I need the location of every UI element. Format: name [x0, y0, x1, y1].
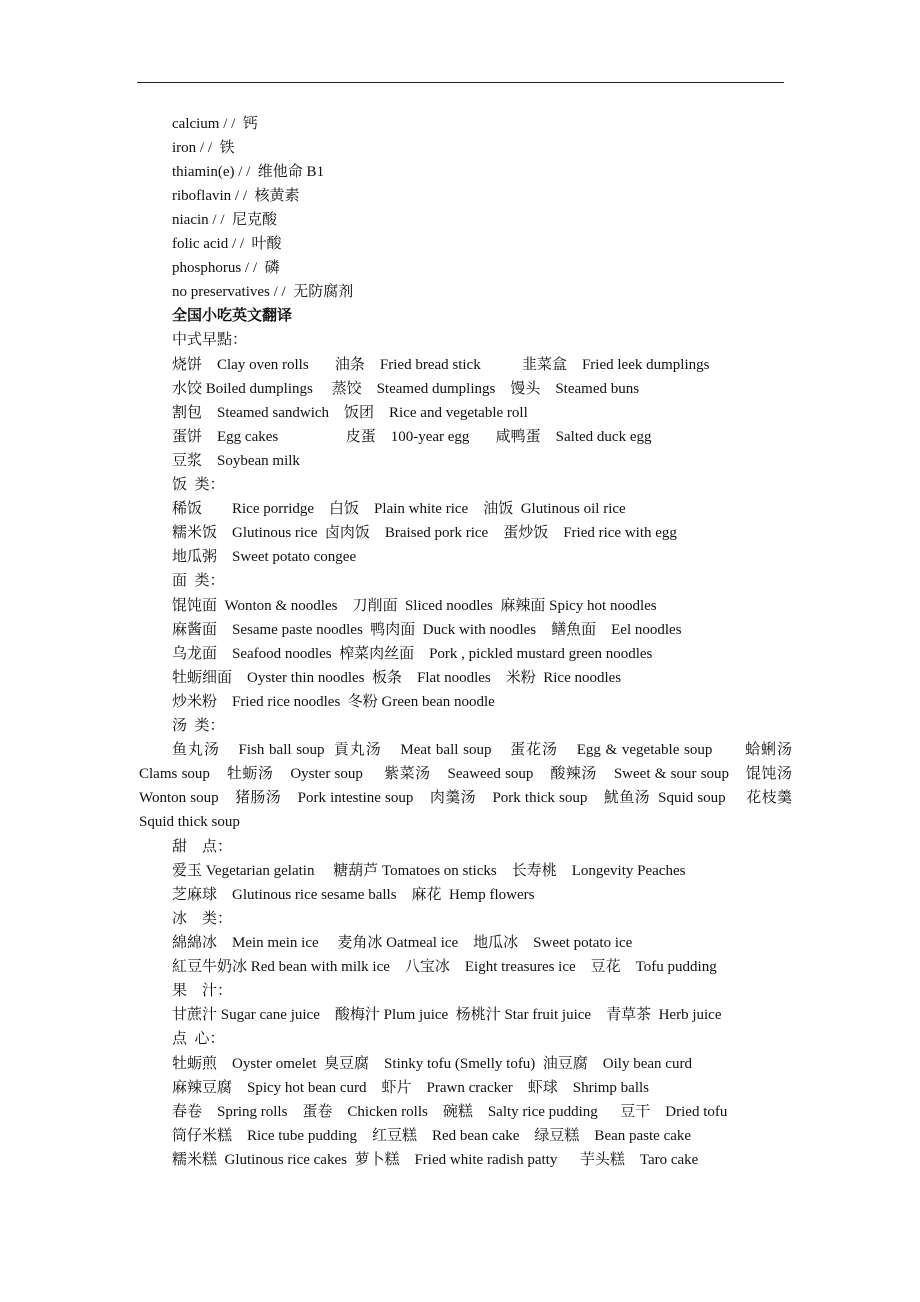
text-line: 爱玉 Vegetarian gelatin 糖葫芦 Tomatoes on sticks 长寿桃 Longevity Peaches [172, 863, 686, 879]
category-heading: 面 类： [172, 573, 225, 589]
text-line: 筒仔米糕 Rice tube pudding 红豆糕 Red bean cake 绿豆糕 Bean paste cake [172, 1128, 692, 1144]
text-line: 牡蛎煎 Oyster omelet 臭豆腐 Stinky tofu (Smelly tofu) 油豆腐 Oily bean curd [172, 1056, 692, 1072]
text-line: 馄饨面 Wonton & noodles 刀削面 Sliced noodles 麻辣面 Spicy hot noodles [172, 598, 657, 614]
category-heading: 冰 类： [172, 911, 233, 927]
text-paragraph: 鱼丸汤 Fish ball soup 貢丸汤 Meat ball soup 蛋花汤 Egg & vegetable soup 蛤蜊汤 Clams soup 牡蛎汤 Oyster soup 紫菜汤 Seaweed soup 酸辣汤 Sweet & sour soup 馄饨汤 Wonton soup 猪肠汤 Pork intestine soup 肉羹汤 Pork thick soup 魷鱼汤 Squid soup 花枝羹 Squid thick soup [139, 742, 807, 831]
category-heading: 果 汁： [172, 983, 233, 999]
text-line: 麻辣豆腐 Spicy hot bean curd 虾片 Prawn cracker 虾球 Shrimp balls [172, 1080, 650, 1096]
text-line: thiamin(e) / / 维他命 B1 [172, 164, 325, 180]
category-heading: 甜 点： [172, 839, 233, 855]
text-line: 乌龙面 Seafood noodles 榨菜肉丝面 Pork , pickled mustard green noodles [172, 646, 653, 662]
category-heading: 点 心： [172, 1031, 225, 1047]
text-line: 水饺 Boiled dumplings 蒸饺 Steamed dumplings 馒头 Steamed buns [172, 381, 640, 397]
text-line: no preservatives / / 无防腐剂 [172, 284, 354, 300]
text-line: riboflavin / / 核黄素 [172, 188, 300, 204]
category-heading: 汤 类： [172, 718, 225, 734]
category-heading: 中式早點： [172, 332, 248, 348]
category-heading: 饭 类： [172, 477, 225, 493]
text-line: 炒米粉 Fried rice noodles 冬粉 Green bean noodle [172, 694, 495, 710]
text-line: 糯米糕 Glutinous rice cakes 萝卜糕 Fried white radish patty 芋头糕 Taro cake [172, 1152, 699, 1168]
header-rule [137, 82, 784, 83]
text-line: 甘蔗汁 Sugar cane juice 酸梅汁 Plum juice 杨桃汁 Star fruit juice 青草茶 Herb juice [172, 1007, 722, 1023]
text-line: 牡蛎细面 Oyster thin noodles 板条 Flat noodles 米粉 Rice noodles [172, 670, 622, 686]
text-line: 麻酱面 Sesame paste noodles 鸭肉面 Duck with noodles 鳝魚面 Eel noodles [172, 622, 682, 638]
text-line: calcium / / 钙 [172, 116, 258, 132]
text-line: folic acid / / 叶酸 [172, 236, 282, 252]
text-line: 春卷 Spring rolls 蛋卷 Chicken rolls 碗糕 Salty rice pudding 豆干 Dried tofu [172, 1104, 728, 1120]
text-line: niacin / / 尼克酸 [172, 212, 277, 228]
text-line: 烧饼 Clay oven rolls 油条 Fried bread stick 韭菜盒 Fried leek dumplings [172, 357, 710, 373]
text-line: 綿綿冰 Mein mein ice 麦角冰 Oatmeal ice 地瓜冰 Sweet potato ice [172, 935, 633, 951]
text-line: 紅豆牛奶冰 Red bean with milk ice 八宝冰 Eight treasures ice 豆花 Tofu pudding [172, 959, 717, 975]
text-line: 糯米饭 Glutinous rice 卤肉饭 Braised pork rice 蛋炒饭 Fried rice with egg [172, 525, 677, 541]
text-line: 芝麻球 Glutinous rice sesame balls 麻花 Hemp flowers [172, 887, 535, 903]
section-title: 全国小吃英文翻译 [172, 308, 293, 324]
text-line: 割包 Steamed sandwich 饭团 Rice and vegetable roll [172, 405, 528, 421]
text-line: 蛋饼 Egg cakes 皮蛋 100-year egg 咸鸭蛋 Salted duck egg [172, 429, 652, 445]
text-line: 稀饭 Rice porridge 白饭 Plain white rice 油饭 Glutinous oil rice [172, 501, 626, 517]
text-line: 地瓜粥 Sweet potato congee [172, 549, 357, 565]
text-line: 豆浆 Soybean milk [172, 453, 300, 469]
text-line: phosphorus / / 磷 [172, 260, 280, 276]
text-line: iron / / 铁 [172, 140, 235, 156]
